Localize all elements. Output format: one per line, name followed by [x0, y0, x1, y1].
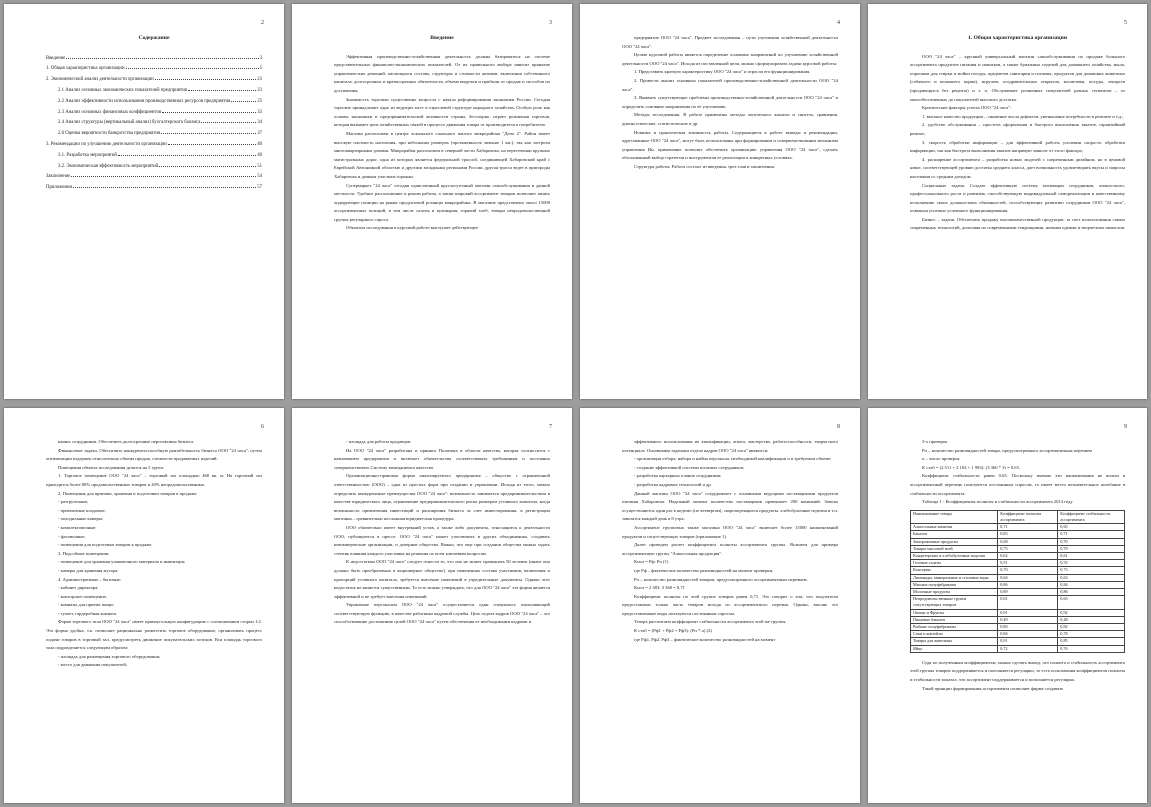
- page-number: 9: [1124, 424, 1127, 430]
- paragraph: 2. удобство обслуживания – простота оформления и быстрота выполнения заказов, гарантийный ремонт;: [910, 122, 1125, 136]
- toc-entry-page: 23: [257, 87, 262, 93]
- toc-title: Содержание: [138, 35, 170, 41]
- document-page-9: [868, 408, 1147, 803]
- table-row: [911, 574, 1125, 581]
- page-title: Введение: [430, 35, 454, 41]
- table-cell: 0,89: [998, 588, 1058, 595]
- page-number: 5: [1124, 20, 1127, 26]
- page-body-top: [910, 438, 1125, 507]
- document-page-4: [580, 4, 860, 399]
- table-row: [911, 567, 1125, 574]
- document-page-2: [4, 4, 284, 399]
- paragraph: Значимость торговли существенно возросла с начала реформирования экономики России. Сегодня торговле принадлежит одно из ведущих мест в отраслевой структуре народного хозяйства. Особую роль как основы экономики и предпринимательской активности страны, бесспорно, играет розничная торговля, которая вызывает цепь хозяйственных связей в процессе движения товара от производителя к потребителю.: [334, 96, 550, 128]
- toc-leader-dots: [162, 107, 256, 113]
- paragraph: Методы исследования. В работе применены методы логического анализа и синтеза, сравнения, диагностические, статистические и др.: [622, 112, 838, 126]
- page-number: 8: [837, 424, 840, 430]
- paragraph: Финансовые задачи. Обеспечить конкурентоспособную рентабельность бизнеса ООО "24 часа", путем оптимизации издержек относительно объема продаж, стоимости продаваемых изделий.: [46, 447, 262, 462]
- paragraph: Кпол = Рф: Рп (1): [634, 559, 669, 565]
- toc-entry-title: 2.2 Анализ эффективности использования производственных ресурсов предприятия: [58, 98, 231, 104]
- table-cell: 0,64: [998, 574, 1058, 581]
- toc-entry[interactable]: [46, 53, 262, 64]
- table-row: [911, 538, 1125, 545]
- document-page-3: [292, 4, 572, 399]
- table-header-cell: Коэффициент стабильности ассортимента: [1058, 510, 1125, 523]
- paragraph: Магазин расположен в центре локального спального жилого микрорайона "Депо 2". Район имеет высокую плотность населения, при небольших размерах (протяженность меньше 1 км.), так как застроен многоквартирными домами. Микрорайон расположен в северной части Хабаровска, на пересечении крупных магистральных дорог, одна из которых является федеральной трассой, соединяющей Хабаровский край с Еврейской Автономной областью и другими западными регионами России, другая трасса ведет в пригороды Хабаровска и дачным участкам горожан.: [334, 130, 550, 179]
- paragraph: Бизнес – задачи. Обеспечить продажу высококачественной продукции, за счет использования самых современных технологий, дополняя их современными тенденциями, новыми идеями и творческим замыслом: [910, 216, 1125, 231]
- paragraph: 3. скорость обработки информации – для эффективной работы усиления скорость обработки информации, так как быстрота выполнения заказов напрямую зависит от этого фактора;: [910, 139, 1125, 154]
- paragraph: Кпол = 2 383: 3 360 = 0,71: [634, 585, 685, 591]
- paragraph: где Рф – фактическое количество разновидностей на момент проверки,: [634, 567, 774, 573]
- paragraph: Далее проведем расчет коэффициента полноты ассортимента группы. Возьмем для примера ассортиментную группу "Алкогольная продукция".: [622, 542, 838, 556]
- page-body: [46, 438, 262, 670]
- paragraph: - комнаты для приема пищи;: [58, 602, 114, 608]
- paragraph: Объектом исследования в курсовой работе выступает действующее: [346, 225, 479, 231]
- toc-leader-dots: [159, 161, 256, 167]
- table-cell: Лимонады, минеральные и столовые воды: [911, 574, 998, 581]
- toc-leader-dots: [188, 85, 256, 91]
- document-page-6: [4, 408, 284, 803]
- toc-leader-dots: [155, 74, 256, 80]
- table-cell: 0,91: [998, 638, 1058, 645]
- paragraph: 1. Торговое помещение ООО "24 часа" – торговый зал площадью 468 кв. м. На торговый зал приходится более 80% продовольственных товаров и 20% непродовольственных.: [46, 473, 262, 487]
- table-row: [911, 631, 1125, 638]
- table-cell: Яйцо: [911, 645, 998, 652]
- paragraph: где Рф1, Рф2, Рф3 – фактическое количество разновидностей на момент: [634, 636, 776, 642]
- table-cell: 0,71: [1058, 531, 1125, 538]
- toc-leader-dots: [161, 128, 256, 134]
- paragraph: Структура работы. Работа состоит из введения, трех глав и заключения.: [634, 163, 775, 169]
- page-number: 4: [837, 20, 840, 26]
- toc-entry-title: 3. Рекомендации по улучшению деятельности организации: [46, 141, 167, 147]
- table-cell: 0,51: [998, 560, 1058, 567]
- table-cell: Соки и коктейли: [911, 631, 998, 638]
- document-page-8: [580, 408, 860, 803]
- table-cell: Кондитерские и хлебобулочные изделия: [911, 552, 998, 559]
- table-cell: Консервы: [911, 567, 998, 574]
- paragraph: Критические факторы успеха ООО "24 часа":: [922, 105, 1012, 111]
- table-cell: 0,48: [1058, 616, 1125, 623]
- paragraph: п – число проверок: [922, 456, 960, 462]
- toc-entry-title: Приложения: [46, 185, 72, 191]
- paragraph: Коэффициент стабильности равен 0,65. Поскольку именно эти наименования не вошли в ассортиментный перечень пользуются постоянным спросом, то имеет место незначительное колебание в стабильности ассортимента.: [910, 473, 1125, 496]
- page-body: [622, 34, 838, 172]
- paragraph: Такой принцип формирования ассортимента позволяет фирме создавать: [922, 685, 1064, 691]
- toc-entry[interactable]: [46, 150, 262, 161]
- table-cell: Бакалея: [911, 531, 998, 538]
- toc-entry-page: 33: [257, 109, 262, 115]
- table-row: [911, 624, 1125, 631]
- document-page-5: [868, 4, 1147, 399]
- paragraph: Целью курсовой работы является определение основных направлений по улучшению хозяйственной деятельности ООО "24 часа". Исходя из поставленной цели, можно сформулировать задачи курсовой работы:: [622, 52, 838, 66]
- paragraph: - камеры для хранения мусора.: [58, 567, 119, 573]
- toc-entry-title: 2.4 Анализ структуры (вертикальный анализ) бухгалтерского баланса: [58, 120, 201, 126]
- table-cell: 0,84: [998, 631, 1058, 638]
- page-number: 2: [261, 20, 264, 26]
- table-cell: 0,65: [1058, 524, 1125, 531]
- table-header-row: [911, 510, 1125, 523]
- paragraph: 3-х проверок: [922, 439, 948, 444]
- table-header-cell: Коэффициент полноты ассортимента: [998, 510, 1058, 523]
- toc-entry-page: 23: [257, 77, 262, 83]
- paragraph: эффективного использования их квалификации, опыта, мастерства, работоспособности, творческого потенциала. Основными задачами отдела кадров ООО "24 часа" являются:: [622, 439, 838, 453]
- toc-entry[interactable]: [46, 74, 262, 85]
- table-cell: 0,68: [998, 538, 1058, 545]
- table-cell: 0,79: [1058, 545, 1125, 552]
- table-row: [911, 560, 1125, 567]
- page-number: 7: [549, 424, 552, 430]
- toc-entry-page: 57: [257, 185, 262, 191]
- table-cell: 0,61: [1058, 552, 1125, 559]
- paragraph: - помещения для подготовки товаров к продаже.: [58, 542, 153, 548]
- paragraph: 2. Провести анализ основных показателей производственно-хозяйственной деятельности ООО "24 часа".: [622, 77, 838, 92]
- paragraph: - холодильные камеры;: [58, 516, 104, 522]
- table-cell: Молочные продукты: [911, 588, 998, 595]
- paragraph: Рп – количество разновидностей товаров, предусмотренного ассортиментным перечнем.: [634, 576, 808, 582]
- table-of-contents: [46, 53, 262, 193]
- paragraph: К недостаткам ООО "24 часа" следует отнести то, что оно не может превышать 50 человек (иначе оно должно быть преобразовано в акционерное общество), при изменениях состава участников, включения и пропорций уставного капитала, требуется внесение изменений в учредительные документы. Однако этот недостаток не является существенным. То есть можно утверждать, что для ООО "24 часа" эта форма является эффективной и не требует внесения изменений.: [334, 559, 550, 599]
- table-cell: Алкогольные напитки: [911, 524, 998, 531]
- table-cell: 0,63: [1058, 574, 1125, 581]
- page-title: 1. Общая характеристика организации: [967, 35, 1068, 41]
- table-cell: 0,83: [998, 531, 1058, 538]
- toc-entry[interactable]: [46, 85, 262, 96]
- table-header-cell: Наименование товара: [911, 510, 998, 523]
- paragraph: К стаб = (2 511 + 2 104 + 1 983): (3 360 * 3) = 0,65.: [922, 464, 1021, 470]
- table-row: [911, 588, 1125, 595]
- paragraph: - комплектовочные;: [58, 524, 97, 530]
- paragraph: Организационно-правовая форма анализируемого предприятия – общество с ограниченной ответственностью (ООО) – одна из простых форм при создании и управлении. Исходя из этого, можно определить конкурентные преимущества ООО "24 часа": возможность заниматься предпринимательством в качестве юридического лица, ограничение предпринимательского риска размером уставного капитала, когда возможность привлечения инвестиций и расширения бизнеса за счет инвестирования, в регистрации магазина – сравнительно несложная юридическая процедура.: [334, 473, 550, 522]
- paragraph: Помещения объекта исследования делятся на 5 групп:: [58, 464, 165, 470]
- paragraph: На ООО "24 часа" разработана и принята Политика в области качества, которая соотносится с назначением предприятия и включает обязательства соответствовать требованиям и постоянно совершенствовать Систему менеджмента качества.: [334, 447, 550, 470]
- table-cell: Готовые салаты: [911, 560, 998, 567]
- table-cell: 0,75: [998, 545, 1058, 552]
- paragraph: Управление персоналом ООО "24 часа" осуществляется один специалист, выполняющий соответствующую функцию, в качестве работника кадровой службы. Цель отдела кадров ООО "24 часа" – это способствование достижению целей ООО "24 часа" путем обеспечения ее необходимыми кадрами и: [334, 602, 550, 625]
- paragraph: - конторское помещение;: [58, 593, 107, 599]
- table-body: [911, 524, 1125, 653]
- table-row: [911, 524, 1125, 531]
- paragraph: - организация отбора, набора и найма персонала, необходимой квалификации и в требуемом объеме;: [634, 456, 832, 462]
- toc-entry[interactable]: [46, 182, 262, 193]
- paragraph: - фасовочные;: [58, 533, 86, 539]
- toc-entry[interactable]: [46, 96, 262, 107]
- table-row: [911, 552, 1125, 559]
- paragraph: - разработка кадровых технологий и др.: [634, 481, 712, 487]
- paragraph: - кабинет директора;: [58, 585, 99, 591]
- paragraph: ООО обязательно имеет внутренний устав, а также либо документы, относящиеся к деятельности ООО, публикуются в прессе. ООО "24 часа" может участвовать в других объединениях, создавать некоммерческие организации, и дочерние общества. Важно, что еще при создании общества можно задать степень влияния каждого участника на решения по всем ключевым вопросам.: [334, 524, 550, 556]
- toc-leader-dots: [168, 139, 256, 145]
- toc-entry-page: 5: [259, 66, 262, 72]
- toc-entry[interactable]: [46, 171, 262, 182]
- table-row: [911, 638, 1125, 645]
- toc-entry-page: 37: [257, 131, 262, 137]
- toc-entry-title: 2.1 Анализ основных экономических показателей предприятия: [58, 87, 187, 93]
- paragraph: ООО "24 часа" – крупный универсальный магазин самообслуживания по продаже большого ассортимента продуктов питания и напитков, а также бумажных изделий для домашнего хозяйства, мыла, порошков для стирки и мойки посуды, предметов санитарии и гигиены, продуктов для домашних животных (собачьего и кошачьего корма), игрушек, поздравительных открыток, косметики, посуды, лекарств (продающихся без рецепта) и т. п. Обслуживает розничных покупателей разных сегментов – от малообеспеченных до покупателей высокого достатка.: [910, 53, 1125, 102]
- table-cell: 0,92: [1058, 609, 1125, 616]
- table-row: [911, 596, 1125, 609]
- table-cell: 0,84: [1058, 581, 1125, 588]
- table-cell: Пищевые бакалея: [911, 616, 998, 623]
- paragraph: К стаб = (Рф1 + Рф2 + Рф3): (Рп * п) (2): [634, 628, 712, 634]
- paragraph: предприятие ООО "24 часа". Предмет исследования – пути улучшения хозяйственной деятельности ООО "24 часа".: [622, 35, 838, 49]
- table-cell: Непродовольственные группа сопутствующих товаров: [911, 596, 998, 609]
- paragraph: Судя по полученным коэффициентам, можно сделать вывод, что полнота и стабильность ассортимента этой группы товаров поддерживается и пополняется регулярно, то есть пользования коэффициентов полноты и стабильности показал, что ассортимент поддерживается и пополняется регулярно.: [910, 659, 1125, 682]
- paragraph: 1. высокое качество продукции – снижение числа дефектов, уменьшение потребности в ремонте и т.д.;: [922, 113, 1124, 119]
- table-cell: 0,80: [998, 624, 1058, 631]
- paragraph: - площадь для размещения торгового оборудования;: [58, 653, 161, 659]
- toc-entry-title: 2.6 Оценка вероятности банкротства предприятия: [58, 131, 161, 137]
- table-cell: Рыбные полуфабрикаты: [911, 624, 998, 631]
- table-cell: 0,76: [1058, 645, 1125, 652]
- toc-entry-title: Введение: [46, 55, 66, 61]
- toc-leader-dots: [73, 182, 256, 188]
- table-row: [911, 545, 1125, 552]
- toc-entry-page: 3: [259, 55, 262, 61]
- toc-entry-page: 25: [257, 98, 262, 104]
- page-body: [334, 53, 550, 233]
- toc-entry[interactable]: [46, 63, 262, 74]
- paragraph: 4. Административно – бытовые:: [58, 576, 122, 582]
- table-cell: Мясные полуфабрикаты: [911, 581, 998, 588]
- paragraph: Новизна и практическая значимость работы. Содержащиеся в работе выводы и рекомендации, адресованные ООО "24 часа", могут быть использованы при формировании и совершенствовании механизма управления Ин. применение позволит обеспечить организацию управления ООО "24 часа", сделать обоснованный выбор стратегии и инструментов ее реализации в конкретных условиях.: [622, 129, 838, 161]
- paragraph: Коэффициент полноты по этой группе товаров равен 0,71. Это говорит о том, что покупатели предоставлено только часть товаров исходя из ассортиментного перечня. Однако, вполне это предоставленные виды пользуются постоянным спросом.: [622, 593, 838, 616]
- toc-entry[interactable]: [46, 161, 262, 172]
- table-cell: 0,91: [998, 609, 1058, 616]
- page-number: 3: [549, 20, 552, 26]
- table-cell: Товары для животных: [911, 638, 998, 645]
- toc-entry-title: 1. Общая характеристика организации: [46, 66, 125, 72]
- table-cell: 0,71: [998, 524, 1058, 531]
- toc-entry-page: 34: [257, 120, 262, 126]
- toc-leader-dots: [66, 53, 258, 59]
- table-cell: 0,63: [1058, 596, 1125, 609]
- table-cell: 0,70: [998, 567, 1058, 574]
- toc-entry-title: Заключение: [46, 174, 71, 180]
- paragraph: Эффективная производственно-хозяйственная деятельность должна базироваться на системе представительных финансово-экономических показателей. От их правильного выбора зависит принятие управленческих решений, касающихся состава, структуры и стоимости активов, включения собственного капитала, долгосрочных и краткосрочных обязательств, объема выручки и прибыли от продаж и способов их достижения.: [334, 53, 550, 93]
- paragraph: 3. Выявить существующие проблемы производственно-хозяйственной деятельности ООО "24 часа" и определить основные направления по ее улучшению.: [622, 95, 838, 109]
- toc-entry[interactable]: [46, 139, 262, 150]
- table-row: [911, 609, 1125, 616]
- paragraph: Теперь рассчитаем коэффициент стабильности ассортимента этой же группы.: [634, 619, 787, 625]
- table-cell: Замороженные продукты: [911, 538, 998, 545]
- table-cell: Овощи и Фрукты: [911, 609, 998, 616]
- toc-leader-dots: [118, 150, 256, 156]
- paragraph: 2. Помещения для приемки, хранения и подготовки товаров к продаже:: [58, 490, 198, 496]
- paragraph: - помещение для хранения упаковочного материала и инвентаря;: [58, 559, 185, 565]
- table-cell: 0,62: [998, 552, 1058, 559]
- table-row: [911, 616, 1125, 623]
- paragraph: Таблица 1 - Коэффициенты полноты и стабильности ассортимента 2014 году: [922, 499, 1073, 505]
- table-cell: 0,78: [1058, 631, 1125, 638]
- toc-entry-page: 51: [257, 163, 262, 169]
- toc-entry[interactable]: [46, 128, 262, 139]
- toc-entry-title: 2. Экономический анализ деятельности организации: [46, 77, 154, 83]
- paragraph: - создание эффективной системы штатных сотрудников;: [634, 464, 745, 470]
- page-body: [910, 53, 1125, 233]
- paragraph: Форма торгового зала ООО "24 часа" имеет прямоугольную конфигурацию с соотношением сторон 1:2. Эта форма удобна, т.к. позволяет рационально разместить торговое оборудование, организовать процесс подачи товаров в торговый зал, предусмотреть движение покупательских потоков. Вся площадь торгового зала подразделяется следующим образом:: [46, 619, 262, 651]
- paragraph: 3. Подсобные помещения:: [58, 550, 110, 556]
- table-cell: 0,61: [998, 596, 1058, 609]
- paragraph: - разработка карьерных планов сотрудников;: [634, 473, 722, 479]
- paragraph: - туалет, гардеробная комната.: [58, 610, 118, 616]
- toc-entry-page: 40: [257, 141, 262, 147]
- table-cell: 0,73: [1058, 567, 1125, 574]
- paragraph: - приемочные кладовые;: [58, 507, 106, 513]
- table-cell: 0,49: [998, 616, 1058, 623]
- toc-entry-page: 40: [257, 152, 262, 158]
- toc-entry-title: 2.3 Анализ основных финансовых коэффициентов: [58, 109, 162, 115]
- page-number: 6: [261, 424, 264, 430]
- toc-entry[interactable]: [46, 117, 262, 128]
- toc-leader-dots: [231, 96, 256, 102]
- paragraph: - разгрузочные;: [58, 499, 89, 505]
- table-cell: 0,70: [1058, 538, 1125, 545]
- paragraph: Супермаркет "24 часа" сегодня единственный круглосуточный магазин самообслуживания в данной местности. Удобное расположение и режим работы, а также широкий ассортимент товаров позволяет занять лидирующие позиции на рынке продуктовой розницы микрорайона. В магазине представлено около 15000 ассортиментных позиций, в том числе салаты и кулинария, горячий хлеб, товары непродовольственной группы регулярного спроса.: [334, 182, 550, 222]
- paragraph: Данный магазин ООО "24 часа" сотрудничает с основными ведущими поставщиками продуктов питания Хабаровска. Надежный момент количество поставщиков превышает 200 компаний. Завозы осуществляются один раз в неделю (по четвергам), скоропортящиеся продукты, хлебобулочные изделия и т.п. завозятся каждый день в 8 утра.: [622, 490, 838, 522]
- table-row: [911, 581, 1125, 588]
- table-cell: 0,86: [1058, 588, 1125, 595]
- table-cell: 0,82: [1058, 624, 1125, 631]
- table-cell: 0,85: [1058, 638, 1125, 645]
- table-row: [911, 531, 1125, 538]
- toc-entry-title: 3.2. Экономическая эффективность мероприятий: [58, 163, 159, 169]
- page-body-bottom: [910, 659, 1125, 693]
- page-body: [622, 438, 838, 644]
- table-cell: 0,86: [998, 581, 1058, 588]
- paragraph: наших сотрудников. Обеспечить долгосрочные перспективы бизнеса.: [58, 439, 195, 444]
- paragraph: 1. Представить краткую характеристику ООО "24 часа" и отрасли его функционирования.: [634, 69, 811, 75]
- paragraph: Ассортимент групповых также магазина ООО "24 часа" включает более 15000 наименований продуктов и сопутствующих товаров (приложение 1).: [622, 524, 838, 539]
- table-cell: Товары массовой всей: [911, 545, 998, 552]
- paragraph: Социальные задачи. Создать эффективную систему мотивации сотрудников, личностного, профессионального роста и развития, способствующую индивидуальной самореализации и качественному исполнению своих должностных обязанностей, способствующих развитию сотрудников ООО "24 часа", повышая успешно успешного функционирования.: [910, 182, 1125, 214]
- paragraph: Рп – количество разновидностей товара, предусмотренного ассортиментным перечнем: [922, 447, 1093, 453]
- paragraph: - площадь для работы продавцов.: [346, 439, 412, 444]
- table-row: [911, 645, 1125, 652]
- assortment-table: [910, 510, 1125, 653]
- document-page-7: [292, 408, 572, 803]
- toc-leader-dots: [126, 63, 259, 69]
- toc-leader-dots: [71, 171, 256, 177]
- toc-entry-title: 3.1. Разработка мероприятий: [58, 152, 118, 158]
- paragraph: 4. расширение ассортимента – разработка новых моделей с современным дизайном, но в ценовой нише, соответствующей уровню достатка среднего класса, дает возможность удовлетворять вкусы и запросы населения со средним доходом.: [910, 156, 1125, 179]
- toc-leader-dots: [201, 117, 256, 123]
- toc-entry-page: 54: [257, 174, 262, 180]
- table-cell: 0,55: [1058, 560, 1125, 567]
- table-cell: 0,72: [998, 645, 1058, 652]
- paragraph: - место для движения покупателей;: [58, 662, 128, 668]
- toc-entry[interactable]: [46, 107, 262, 118]
- page-body: [334, 438, 550, 627]
